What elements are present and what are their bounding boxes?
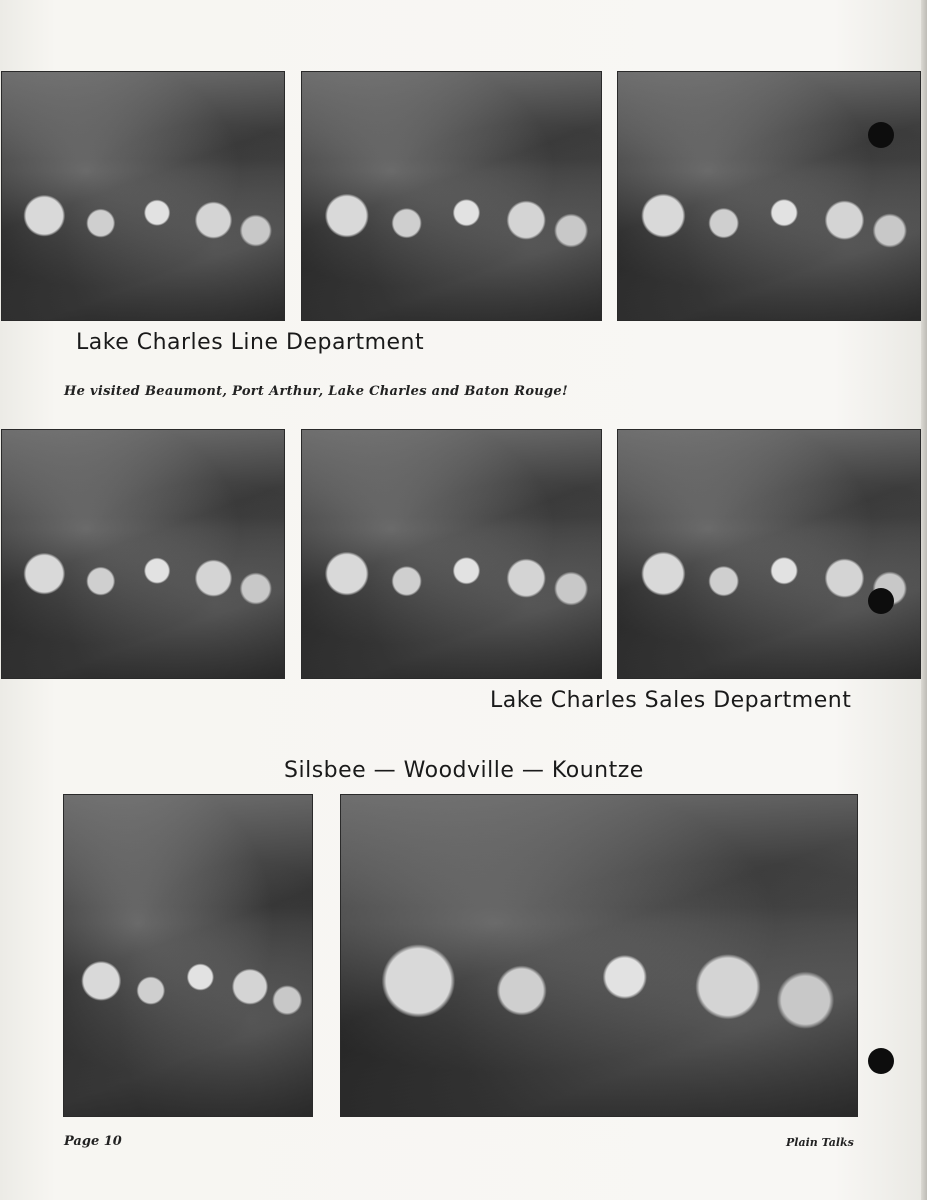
photo-line-dept-santa-gifts bbox=[302, 72, 601, 320]
photo-figures bbox=[64, 923, 312, 1116]
silsbee-woodville-kountze-caption: Silsbee — Woodville — Kountze bbox=[284, 758, 644, 783]
photo-children-group-tree bbox=[341, 795, 857, 1116]
photo-sales-dept-party-hall bbox=[618, 430, 920, 678]
line-department-caption: Lake Charles Line Department bbox=[76, 330, 425, 355]
binder-hole-top bbox=[868, 122, 894, 148]
photo-figures bbox=[618, 171, 920, 320]
photo-figures bbox=[2, 529, 284, 678]
photo-sales-dept-santa-children bbox=[2, 430, 284, 678]
photo-figures bbox=[302, 529, 601, 678]
photo-santa-tree-boy bbox=[64, 795, 312, 1116]
photo-figures bbox=[302, 171, 601, 320]
photo-highlight bbox=[302, 430, 601, 517]
photo-line-dept-refreshments bbox=[618, 72, 920, 320]
binder-hole-middle bbox=[868, 588, 894, 614]
binder-hole-bottom bbox=[868, 1048, 894, 1074]
photo-figures bbox=[2, 171, 284, 320]
photo-line-dept-children-crowd bbox=[2, 72, 284, 320]
page-number: Page 10 bbox=[64, 1134, 122, 1149]
photo-highlight bbox=[341, 795, 857, 907]
photo-sales-dept-santa-girls bbox=[302, 430, 601, 678]
photo-highlight bbox=[302, 72, 601, 159]
visit-note-caption: He visited Beaumont, Port Arthur, Lake Charles and Baton Rouge! bbox=[64, 384, 569, 399]
sales-department-caption: Lake Charles Sales Department bbox=[490, 688, 852, 713]
photo-highlight bbox=[618, 430, 920, 517]
photo-highlight bbox=[64, 795, 312, 907]
photo-highlight bbox=[2, 430, 284, 517]
publication-name: Plain Talks bbox=[786, 1136, 854, 1149]
photo-highlight bbox=[2, 72, 284, 159]
photo-figures bbox=[341, 923, 857, 1116]
page-edge bbox=[921, 0, 927, 1200]
